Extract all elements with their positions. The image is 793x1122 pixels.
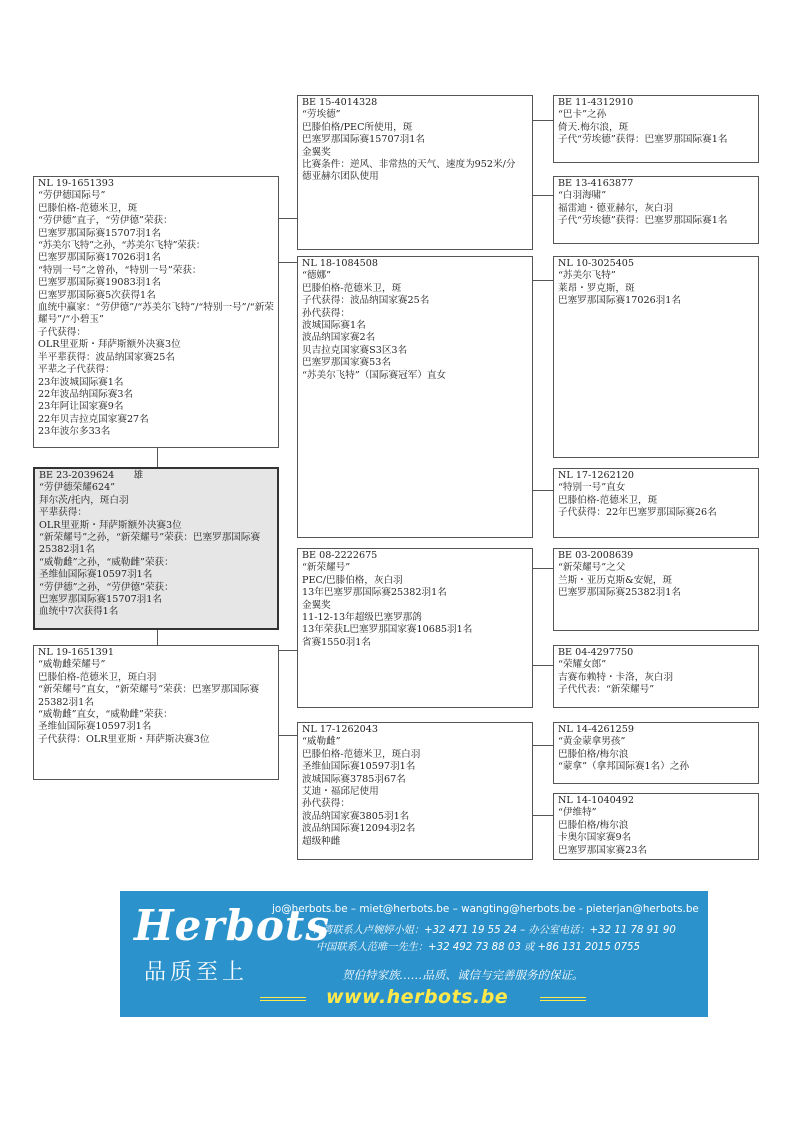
dam-sire-name: “新荣耀号” xyxy=(302,562,351,574)
sss-line: 子代“劳埃德”获得：巴塞罗那国际赛1名 xyxy=(558,134,728,146)
subject-line: “威勒雌”之孙，“威勒雌”荣获： xyxy=(39,556,174,568)
dam-name: “威勒雌荣耀号” xyxy=(38,659,106,671)
sss-ring: BE 11-4312910 xyxy=(558,97,634,108)
sds-line: 巴塞罗那国际赛17026羽1名 xyxy=(558,295,681,307)
dam-sire-line: 省赛1550羽1名 xyxy=(302,636,371,648)
contact-china: 中国联系人范唯一先生：+32 492 73 88 03 或 +86 131 2015 0755 xyxy=(316,942,641,953)
subject-box xyxy=(33,467,279,630)
sdd-box xyxy=(553,468,759,538)
sire-line: 子代获得： xyxy=(38,326,86,338)
dam-line: “威勒雌”直女，“威勒雌”荣获： xyxy=(38,709,173,721)
subject-line: 血统中7次获得1名 xyxy=(39,606,119,618)
sire-line: 巴塞罗那国际赛17026羽1名 xyxy=(38,252,161,264)
dss-name: “新荣耀号”之父 xyxy=(558,562,626,574)
dam-sire-box xyxy=(297,548,533,708)
sss-line: 倚天.梅尔浪，斑 xyxy=(558,121,629,133)
connector-sd-sdd xyxy=(533,490,553,491)
sire-line: 23年波城国际赛1名 xyxy=(38,376,124,388)
sire-dam-line: 贝吉拉克国家赛S3区3名 xyxy=(302,344,408,356)
herbots-logo: Herbots xyxy=(134,901,330,950)
connector-ss-sss xyxy=(533,120,553,121)
connector-dd-ddd xyxy=(533,815,553,816)
connector-subject-sire xyxy=(157,448,158,467)
connector-dd-dds xyxy=(533,745,553,746)
dam-line: 巴滕伯格-范德米卫，斑白羽 xyxy=(38,671,157,683)
ssd-line: 福雷迪・德亚赫尔，灰白羽 xyxy=(558,202,674,214)
dam-line: “新荣耀号”直女，“新荣耀号”荣获：巴塞罗那国际赛25382羽1名 xyxy=(38,684,260,708)
banner-emails[interactable]: jo@herbots.be – miet@herbots.be – wangting@herbots.be - pieterjan@herbots.be xyxy=(272,903,699,915)
sire-line: OLR里亚斯・拜萨斯额外决赛3位 xyxy=(38,339,181,351)
sire-sire-line: 金翼奖 xyxy=(302,146,331,158)
sire-dam-box xyxy=(297,256,533,538)
sdd-name: “特别一号”直女 xyxy=(558,482,626,494)
herbots-banner xyxy=(120,891,708,1017)
sire-sire-name: “劳埃德” xyxy=(302,109,341,121)
dam-sire-line: PEC/巴滕伯格，灰白羽 xyxy=(302,574,403,586)
sss-name: “巴卡”之孙 xyxy=(558,109,607,121)
subject-line: “新荣耀号”之孙，“新荣耀号”荣获：巴塞罗那国际赛25382羽1名 xyxy=(39,532,261,556)
dss-line: 巴塞罗那国际赛25382羽1名 xyxy=(558,587,681,599)
ddd-line: 巴滕伯格/梅尔浪 xyxy=(558,819,629,831)
ssd-box xyxy=(553,176,759,244)
sire-line: “劳伊德”直子，“劳伊德”荣获： xyxy=(38,215,173,227)
sire-dam-line: 波品纳国家赛2名 xyxy=(302,332,376,344)
subject-ring: BE 23-2039624 雄 xyxy=(39,470,144,481)
ddd-name: “伊维特” xyxy=(558,807,597,819)
sire-sire-ring: BE 15-4014328 xyxy=(302,97,378,108)
dam-dam-line: 孙代获得： xyxy=(302,798,350,810)
sss-box xyxy=(553,95,759,163)
dam-line: 圣维仙国际赛10597羽1名 xyxy=(38,721,152,733)
connector-subject-dam xyxy=(157,630,158,645)
sire-ring: NL 19-1651393 xyxy=(38,178,114,189)
sire-name: “劳伊德国际号” xyxy=(38,190,106,202)
sire-line: 23年波尔多33名 xyxy=(38,426,111,438)
dam-dam-line: 圣维仙国际赛10597羽1名 xyxy=(302,761,416,773)
divider-right xyxy=(540,997,586,998)
dam-dam-line: 波城国际赛3785羽67名 xyxy=(302,773,406,785)
sire-sire-line: 德亚赫尔团队使用 xyxy=(302,171,379,183)
sire-dam-line: 巴塞罗那国家赛53名 xyxy=(302,357,391,369)
dds-ring: NL 14-4261259 xyxy=(558,724,634,735)
dam-box xyxy=(33,645,279,780)
dam-sire-ring: BE 08-2222675 xyxy=(302,550,378,561)
connector-ds-dss xyxy=(533,568,553,569)
ssd-name: “白羽海啸” xyxy=(558,190,607,202)
dsd-name: “荣耀女郎” xyxy=(558,659,607,671)
dam-dam-line: 波品纳国际赛12094羽2名 xyxy=(302,823,416,835)
sire-box xyxy=(33,176,279,448)
subject-line: 平辈获得： xyxy=(39,507,87,519)
sire-line: 平辈之子代获得： xyxy=(38,364,115,376)
subject-name: “劳伊德荣耀624” xyxy=(39,482,116,494)
sire-dam-line: “苏美尔飞特”（国际赛冠军）直女 xyxy=(302,369,447,381)
website-link[interactable]: www.herbots.be xyxy=(326,986,509,1008)
ddd-line: 巴塞罗那国家赛23名 xyxy=(558,844,647,856)
sire-dam-line: 波城国际赛1名 xyxy=(302,320,366,332)
sire-dam-line: 孙代获得： xyxy=(302,307,350,319)
sire-sire-line: 巴塞罗那国际赛15707羽1名 xyxy=(302,134,425,146)
divider-left xyxy=(260,997,306,998)
subject-line: “劳伊德”之孙，“劳伊德”荣获： xyxy=(39,581,174,593)
dds-name: “黄金蒙拿男孩” xyxy=(558,736,626,748)
dam-line: 子代获得：OLR里亚斯・拜萨斯决赛3位 xyxy=(38,733,210,745)
dam-dam-ring: NL 17-1262043 xyxy=(302,724,378,735)
dds-line: “蒙拿”（拿邦国际赛1名）之孙 xyxy=(558,761,690,773)
ddd-ring: NL 14-1040492 xyxy=(558,795,634,806)
connector-dam-ds xyxy=(279,650,297,651)
dss-ring: BE 03-2008639 xyxy=(558,550,634,561)
sire-line: “苏美尔飞特”之孙，“苏美尔飞特”荣获： xyxy=(38,240,206,252)
ssd-ring: BE 13-4163877 xyxy=(558,178,634,189)
dsd-ring: BE 04-4297750 xyxy=(558,647,634,658)
sdd-ring: NL 17-1262120 xyxy=(558,470,634,481)
dss-box xyxy=(553,548,759,631)
connector-ss-ssd xyxy=(533,195,553,196)
ddd-box xyxy=(553,793,759,860)
sire-dam-name: “德娜” xyxy=(302,270,331,282)
sire-line: 血统中赢家：“劳伊德”/“苏美尔飞特”/“特别一号”/“新荣耀号”/“小碧玉” xyxy=(38,302,274,326)
dam-sire-line: 13年荣获L巴塞罗那国家赛10685羽1名 xyxy=(302,624,473,636)
subject-line: 拜尔茨/托内，斑白羽 xyxy=(39,494,129,506)
dam-dam-name: “威勒雌” xyxy=(302,736,341,748)
dsd-line: 吉赛布赖特・卡洛，灰白羽 xyxy=(558,671,674,683)
sire-line: 巴塞罗那国际赛15707羽1名 xyxy=(38,227,161,239)
sire-dam-ring: NL 18-1084508 xyxy=(302,258,378,269)
dam-sire-line: 11-12-13年超级巴塞罗那鸽 xyxy=(302,612,422,624)
dam-dam-line: 波品纳国家赛3805羽1名 xyxy=(302,810,410,822)
banner-tagline: 贺伯特家族……品质、诚信与完善服务的保证。 xyxy=(342,968,584,982)
connector-sd-sds xyxy=(533,280,553,281)
sire-line: 半平辈获得：波品纳国家赛25名 xyxy=(38,351,175,363)
sdd-line: 子代获得：22年巴塞罗那国际赛26名 xyxy=(558,507,717,519)
ddd-line: 卡奥尔国家赛9名 xyxy=(558,832,632,844)
sire-dam-line: 巴滕伯格-范德米卫，斑 xyxy=(302,282,402,294)
sds-ring: NL 10-3025405 xyxy=(558,258,634,269)
dds-line: 巴滕伯格/梅尔浪 xyxy=(558,748,629,760)
sire-sire-line: 比赛条件：逆风、非常热的天气、速度为952米/分 xyxy=(302,159,516,171)
dam-sire-line: 金翼奖 xyxy=(302,599,331,611)
contact-taiwan: 台湾联系人卢婉婷小姐：+32 471 19 55 24 – 办公室电话：+32 11 78 91 90 xyxy=(312,925,676,936)
dam-ring: NL 19-1651391 xyxy=(38,647,114,658)
sdd-line: 巴滕伯格-范德米卫，斑 xyxy=(558,494,658,506)
sire-line: 22年贝吉拉克国家赛27名 xyxy=(38,413,149,425)
sds-name: “苏美尔飞特” xyxy=(558,270,616,282)
sire-line: 巴滕伯格-范德米卫，斑 xyxy=(38,202,138,214)
divider-left xyxy=(260,1000,306,1001)
dam-dam-line: 艾迪・福邱尼使用 xyxy=(302,786,379,798)
connector-sire-sd xyxy=(279,262,297,263)
sire-line: 22年波品纳国际赛3名 xyxy=(38,388,134,400)
dsd-line: 子代代表：“新荣耀号” xyxy=(558,684,655,696)
dam-dam-line: 巴滕伯格-范德米卫，斑白羽 xyxy=(302,748,421,760)
subject-line: OLR里亚斯・拜萨斯额外决赛3位 xyxy=(39,519,182,531)
connector-dam-dd xyxy=(279,735,297,736)
sire-line: 23年阿让国家赛9名 xyxy=(38,401,124,413)
sire-line: 巴塞罗那国际赛5次获得1名 xyxy=(38,289,156,301)
subject-line: 圣维仙国际赛10597羽1名 xyxy=(39,569,153,581)
sire-sire-line: 巴滕伯格/PEC所使用，斑 xyxy=(302,121,413,133)
dam-dam-line: 超级种雌 xyxy=(302,835,341,847)
ssd-line: 子代“劳埃德”获得：巴塞罗那国际赛1名 xyxy=(558,215,728,227)
subject-line: 巴塞罗那国际赛15707羽1名 xyxy=(39,594,162,606)
sire-line: “特别一号”之曾孙，“特别一号”荣获： xyxy=(38,264,202,276)
sds-box xyxy=(553,256,759,458)
sds-line: 莱昂・罗克斯，斑 xyxy=(558,282,635,294)
divider-right xyxy=(540,1000,586,1001)
sire-line: 巴塞罗那国际赛19083羽1名 xyxy=(38,277,161,289)
connector-sire-ss xyxy=(279,218,297,219)
dam-sire-line: 13年巴塞罗那国际赛25382羽1名 xyxy=(302,587,447,599)
connector-ds-dsd xyxy=(533,665,553,666)
sire-dam-line: 子代获得：波品纳国家赛25名 xyxy=(302,295,430,307)
dsd-box xyxy=(553,645,759,708)
dss-line: 兰斯・亚历克斯&安妮，斑 xyxy=(558,574,673,586)
dam-dam-box xyxy=(297,722,533,860)
dds-box xyxy=(553,722,759,784)
sire-sire-box xyxy=(297,95,533,250)
banner-slogan: 品质至上 xyxy=(144,960,249,985)
